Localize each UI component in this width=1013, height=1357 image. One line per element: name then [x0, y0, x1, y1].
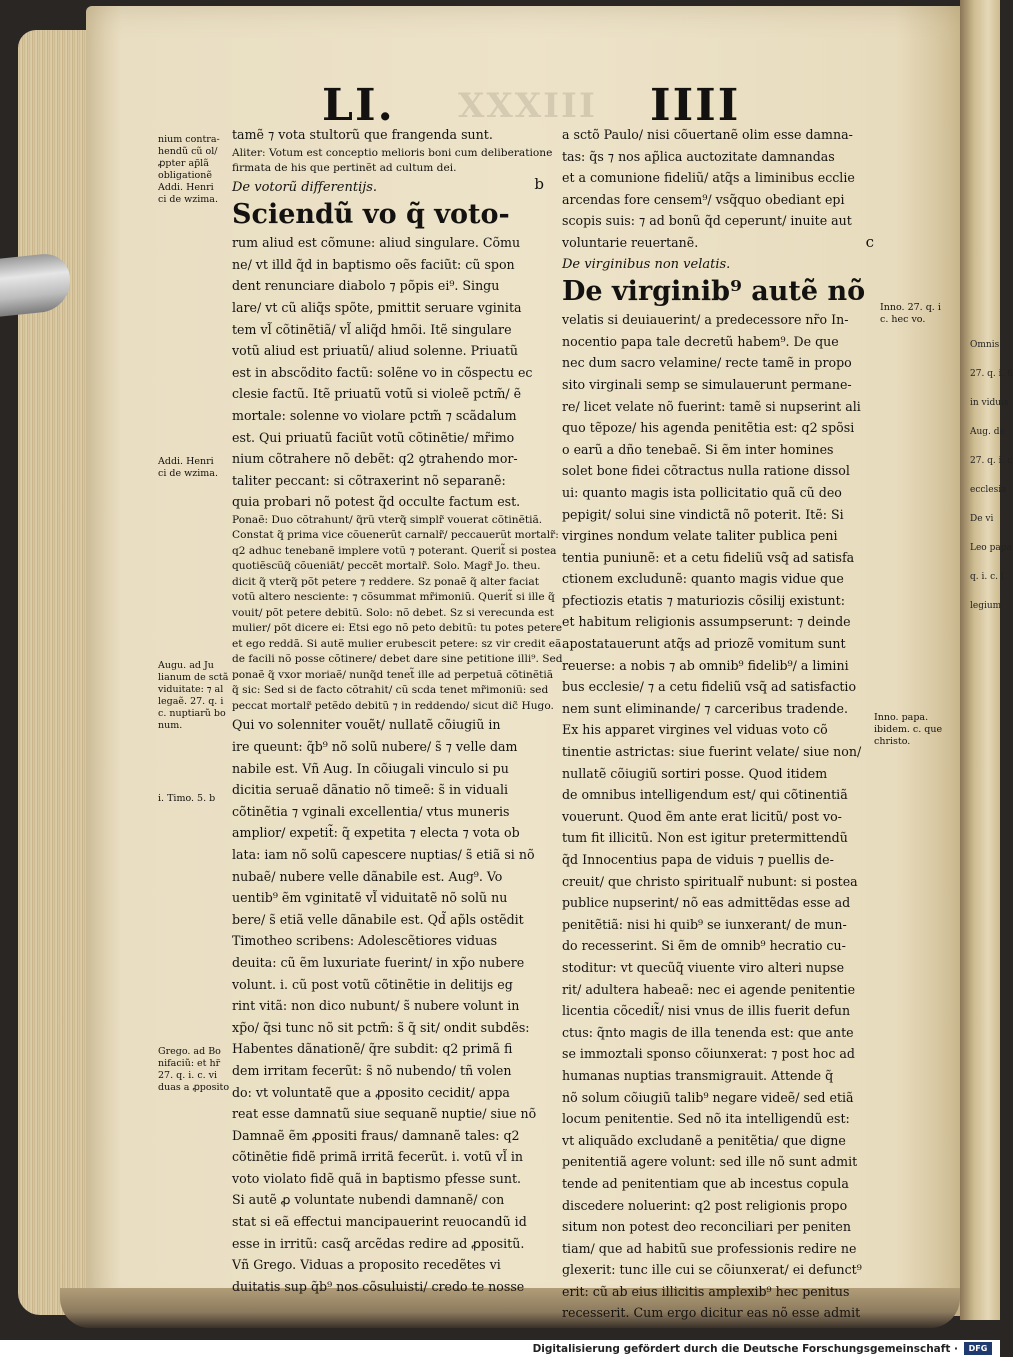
- next-page-fragment: legium: [970, 601, 1002, 611]
- text-line: Sciendũ vo q̃ voto-: [232, 199, 510, 231]
- text-line: dem irritam fecerũt: s̃ nõ nubendo/ tñ volen: [232, 1062, 512, 1078]
- book-gutter: [960, 0, 1013, 1320]
- text-line: nec dum sacro velamine/ recte tamẽ in propo: [562, 355, 852, 371]
- margin-line: ci de wzima.: [158, 468, 218, 479]
- margin-line: viduitate: ⁊ al: [158, 684, 224, 695]
- text-line: dicitia seruaẽ dãnatio nõ timeẽ: s̃ in viduali: [232, 782, 509, 798]
- text-line: ctionem excludunẽ: quanto magis vidue que: [562, 571, 844, 587]
- text-line: Vñ Grego. Viduas a proposito recedẽtes vi: [232, 1257, 501, 1273]
- margin-line: nifaciũ: et hr̃: [158, 1058, 221, 1069]
- text-line: firmata de his que pertinẽt ad cultum dei.: [232, 162, 457, 175]
- text-line: ponaẽ q̃ vxor moriaẽ/ nunq̃d tenet̃ ille ad perpetuã cõtinẽtiã: [232, 668, 554, 681]
- text-line: amplior/ expetit̃: q̃ expetita ⁊ electa ⁊ vota ob: [232, 825, 520, 841]
- text-line: tum fit illicitũ. Non est igitur pretermittendũ: [562, 830, 848, 846]
- margin-line: 27. q. i. c. vi: [158, 1070, 218, 1081]
- text-line: Damnaẽ ẽm ꝓpositi fraus/ damnanẽ tales: q2: [232, 1127, 520, 1143]
- text-line: De virginib⁹ autẽ nõ: [562, 276, 866, 308]
- text-line: tende ad penitentiam que ab incestus copula: [562, 1175, 849, 1191]
- margin-line: Addi. Henri: [158, 182, 214, 193]
- text-line: est. Qui priuatũ faciũt votũ cõtinẽtie/ mr̃imo: [232, 429, 515, 445]
- margin-note-right-2: [874, 712, 942, 748]
- dfg-logo: DFG: [964, 1342, 992, 1355]
- text-line: tinentie astrictas: siue fuerint velate/ siue non/: [562, 744, 862, 760]
- text-line: Si autẽ ꝓ voluntate nubendi damnanẽ/ con: [232, 1192, 505, 1208]
- text-line: q2 adhuc tenebanẽ implere votũ ⁊ poterant. Querit̃ si postea: [232, 544, 557, 557]
- text-column-left: [232, 124, 563, 1297]
- text-line: dent renunciare diabolo ⁊ põpis ei⁹. Singu: [232, 278, 500, 294]
- text-line: reuerse: a nobis ⁊ ab omnib⁹ fidelib⁹/ a limini: [562, 657, 849, 673]
- text-line: mortale: solenne vo violare pctm̃ ⁊ scãdalum: [232, 407, 517, 423]
- text-line: nubaẽ/ nubere velle dãnabile est. Aug⁹. Vo: [232, 868, 503, 884]
- margin-line: nium contra-: [158, 134, 220, 145]
- text-column-right: [562, 124, 874, 1324]
- text-line: peccat mortalr̃ petẽdo debitũ ⁊ in reddendo/ sicut dic̃ Hugo.: [232, 699, 554, 712]
- margin-line: ci de wzima.: [158, 194, 218, 205]
- text-line: stoditur: vt quecũq̃ viuente viro alteri nupse: [562, 959, 845, 975]
- margin-line: Inno. 27. q. i: [880, 302, 941, 313]
- text-line: creuit/ que christo spiritualr̃ nubunt: si postea: [562, 873, 858, 889]
- text-line: rint vitã: non dico nubunt/ s̃ nubere volunt in: [232, 998, 520, 1014]
- text-line: quotiẽscũq̃ cõueniãt/ peccẽt mortalr̃. Solo. Magr̃ Jo. theu.: [232, 560, 541, 573]
- text-line: de facili nõ posse cõtinere/ debet dare sine petitione illi⁹. Sed: [232, 653, 563, 666]
- text-line: publice nupserint/ nõ eas admittẽdas esse ad: [562, 895, 851, 911]
- text-line: stat si eã effectui mancipauerint reuocandũ id: [232, 1214, 527, 1230]
- text-line: tamẽ ⁊ vota stultorũ que frangenda sunt.: [232, 127, 493, 142]
- text-line: solet bone fidei cõtractus nulla ratione dissol: [562, 463, 850, 479]
- margin-note-left-5: [158, 1046, 229, 1094]
- text-line: velatis si deuiauerint/ a predecessore nr̃o In-: [562, 312, 849, 328]
- text-line: Constat q̃ prima vice cõuenerũt carnalr̃/ peccauerũt mortalr̃:: [232, 529, 559, 542]
- text-line: esse in irritũ: casq̃ arcẽdas redire ad ꝓpositũ.: [232, 1235, 525, 1251]
- text-line: Aliter: Votum est conceptio melioris boni cum deliberatione: [232, 146, 553, 159]
- text-line: rum aliud est cõmune: aliud singulare. Cõmu: [232, 235, 521, 251]
- text-line: tiam/ que ad habitũ sue professionis redire ne: [562, 1240, 857, 1256]
- text-line: nõ solum cõiugiũ talib⁹ negare videẽ/ sed etiã: [562, 1089, 854, 1105]
- text-line: vouit/ põt petere debitũ. Solo: nõ debet. Sz si verecunda est: [232, 606, 554, 619]
- text-line: et habitum religionis assumpserunt: ⁊ deinde: [562, 614, 851, 630]
- credit-bar: [0, 1340, 1000, 1357]
- funding-credit: Digitalisierung gefördert durch die Deutsche Forschungsgemeinschaft ·: [532, 1342, 958, 1355]
- text-line: et ego reddã. Si autẽ mulier erubescit petere: sz vir credit eã: [232, 637, 562, 650]
- next-page-fragment: 27. q. i. 6: [970, 369, 1013, 379]
- section-letter: b: [534, 175, 544, 193]
- text-line: cõtinẽtia ⁊ vginali excellentia/ vtus muneris: [232, 803, 510, 819]
- text-line: do: vt voluntatẽ que a ꝓposito cecidit/ appa: [232, 1084, 510, 1100]
- text-line: De virginibus non velatis.: [562, 256, 731, 272]
- text-line: recesserit. Cum ergo dicitur eas nõ esse admit: [562, 1305, 861, 1321]
- text-line: vouerunt. Quod ẽm ante erat licitũ/ post vo-: [562, 808, 842, 824]
- text-line: Qui vo solenniter vouẽt/ nullatẽ cõiugiũ in: [232, 717, 501, 733]
- margin-line: num.: [158, 720, 183, 731]
- leaf-numeral-right: IIII: [650, 80, 741, 131]
- margin-line: obligationẽ: [158, 170, 212, 181]
- show-through-numeral: XXXIII: [458, 86, 597, 126]
- text-line: nium cõtrahere nõ debẽt: q2 ꝯtrahendo mor-: [232, 451, 518, 467]
- text-line: discedere noluerint: q2 post religionis propo: [562, 1197, 848, 1213]
- text-line: re/ licet velate nõ fuerint: tamẽ si nupserint ali: [562, 398, 861, 414]
- text-line: tas: q̃s ⁊ nos ap̃lica auctozitate damnandas: [562, 148, 835, 164]
- margin-line: Inno. papa.: [874, 712, 929, 723]
- margin-note-left-4: [158, 793, 215, 805]
- text-line: deuita: cũ ẽm luxuriate fuerint/ in xp̃o nubere: [232, 954, 525, 970]
- text-line: Ponaẽ: Duo cõtrahunt/ q̃rũ vterq̃ simplr̃ vouerat cõtinẽtiã.: [232, 513, 543, 526]
- text-line: taliter peccant: si cõtraxerint nõ separanẽ:: [232, 472, 506, 488]
- margin-line: Addi. Henri: [158, 456, 214, 467]
- text-line: tentia puniunẽ: et a cetu fideliũ vsq̃ ad satisfa: [562, 549, 855, 565]
- next-page-fragment: ecclesia: [970, 485, 1007, 495]
- text-line: glexerit: tunc ille cui se cõiunxerat/ ei defunct⁹: [562, 1262, 862, 1278]
- next-page-fragment: Leo papa: [970, 543, 1012, 553]
- text-line: pepigit/ solui sine vindictã nõ poterit. Itẽ: Si: [562, 506, 844, 522]
- text-line: Ex his apparet virgines vel viduas voto cõ: [562, 722, 828, 738]
- text-line: lata: iam nõ solũ capescere nuptias/ s̃ etiã si nõ: [232, 846, 535, 862]
- text-line: a sctõ Paulo/ nisi cõuertanẽ olim esse damna-: [562, 127, 853, 142]
- text-line: dicit q̃ vterq̃ põt petere ⁊ reddere. Sz ponaẽ q̃ alter faciat: [232, 575, 540, 588]
- text-line: erit: cũ ab eius illicitis amplexib⁹ hec penitus: [562, 1283, 850, 1299]
- text-line: votũ aliud est priuatũ/ aliud solenne. Priuatũ: [232, 343, 518, 359]
- text-line: bus ecclesie/ ⁊ a cetu fideliũ vsq̃ ad satisfactio: [562, 679, 857, 695]
- text-line: voluntarie reuertanẽ.: [562, 234, 699, 250]
- margin-line: ibidem. c. que: [874, 724, 943, 735]
- next-page-fragment: in viduis: [970, 398, 1009, 408]
- text-line: penitentiã agere volunt: sed ille nõ sunt admit: [562, 1154, 858, 1170]
- text-line: de omnibus intelligendum est/ qui cõtinentiã: [562, 787, 848, 803]
- text-line: volunt. i. cũ post votũ cõtinẽtie in delitijs eg: [232, 976, 513, 992]
- section-letter: c: [865, 233, 874, 251]
- margin-note-right-1: [880, 302, 941, 326]
- next-page-fragments: [970, 340, 1013, 630]
- text-line: est in abscõdito factũ: solẽne vo in cõspectu ec: [232, 364, 533, 380]
- next-page-fragment: 27. q. i. c: [970, 456, 1013, 466]
- text-line: nocentio papa tale decretũ habem⁹. De que: [562, 333, 839, 349]
- text-line: virgines nondum velate taliter publica peni: [562, 528, 838, 544]
- margin-line: legaẽ. 27. q. i: [158, 696, 224, 707]
- margin-line: christo.: [874, 736, 911, 747]
- text-line: locum penitentie. Sed nõ ita intelligendũ est:: [562, 1111, 850, 1127]
- margin-line: i. Timo. 5. b: [158, 793, 216, 804]
- text-line: Timotheo scribens: Adolescẽtiores viduas: [232, 933, 498, 949]
- next-page-fragment: Omnis: [970, 340, 1000, 350]
- text-line: situm non potest deo reconciliari per peniten: [562, 1219, 851, 1235]
- text-line: q̃d Innocentius papa de viduis ⁊ puellis de-: [562, 852, 834, 867]
- next-page-fragment: q. i. c. l: [970, 572, 1004, 582]
- text-line: ui: quanto magis ista pollicitatio quã cũ deo: [562, 484, 842, 500]
- text-line: mulier/ põt dicere ei: Etsi ego nõ peto debitũ: tu potes petere: [232, 622, 563, 635]
- text-line: penitẽtiã: nisi hi quib⁹ se iunxerant/ de mun-: [562, 916, 847, 932]
- text-line: sito virginali semp se simulauerunt permane-: [562, 376, 852, 392]
- margin-note-left-3: [158, 660, 228, 732]
- text-line: xp̃o/ q̃si tunc nõ sit pctm̃: s̃ q̃ sit/ ondit subdẽs:: [232, 1019, 530, 1035]
- margin-line: ꝓpter ap̃lã: [158, 158, 209, 169]
- margin-line: lianum de sctã: [158, 672, 229, 683]
- text-line: clesie factũ. Itẽ priuatũ votũ si violeẽ pctm̃/ ẽ: [232, 386, 522, 402]
- text-line: scopis suis: ⁊ ad bonũ q̃d ceperunt/ inuite aut: [562, 213, 852, 229]
- text-line: se immoztali sponso cõiunxerat: ⁊ post hoc ad: [562, 1046, 855, 1062]
- text-line: lare/ vt cũ aliq̃s spõte, pmittit seruare vginita: [232, 299, 522, 315]
- text-line: ctus: q̃nto magis de illa tenenda est: que ante: [562, 1024, 854, 1040]
- text-line: o earũ a dño tenebaẽ. Si ẽm inter homines: [562, 441, 834, 457]
- text-line: et a comunione fideliũ/ atq̃s a liminibus ecclie: [562, 170, 855, 186]
- leaf-numeral-left: LI.: [322, 80, 395, 131]
- margin-line: duas a ꝓposito: [158, 1082, 230, 1093]
- next-page-fragment: De vi: [970, 514, 994, 524]
- margin-line: c. nuptiarũ bo: [158, 708, 226, 719]
- text-line: arcendas fore censem⁹/ vsq̃quo obediant epi: [562, 191, 845, 207]
- margin-line: Augu. ad Ju: [158, 660, 214, 671]
- margin-note-left-1: [158, 134, 220, 206]
- text-line: duitatis sup q̃b⁹ nos cõsuluisti/ credo te nosse: [232, 1278, 525, 1294]
- text-line: votũ altero nesciente: ⁊ cõsummat mr̃imoniũ. Querit̃ si ille q̃: [232, 591, 555, 604]
- text-line: nullatẽ cõiugiũ sortiri posse. Quod itidem: [562, 765, 828, 781]
- text-line: rit/ adultera habeaẽ: nec ei agende penitentie: [562, 981, 856, 997]
- text-line: quia probari nõ potest q̃d occulte factum est.: [232, 494, 521, 510]
- text-line: do recesserint. Si ẽm de omnib⁹ hecratio cu-: [562, 938, 846, 954]
- next-page-fragment: Aug. de: [970, 427, 1005, 437]
- text-line: reat esse damnatũ siue sequanẽ nuptie/ siue nõ: [232, 1106, 537, 1122]
- margin-note-left-2: [158, 456, 218, 480]
- text-line: pfectiozis etatis ⁊ maturiozis cõsilij existunt:: [562, 592, 845, 608]
- text-line: vt aliquãdo excludanẽ a penitẽtia/ que digne: [562, 1132, 846, 1148]
- text-line: nabile est. Vñ Aug. In cõiugali vinculo si pu: [232, 760, 509, 776]
- text-line: voto violato fidẽ quã in baptismo pfesse sunt.: [232, 1170, 522, 1186]
- text-line: humanas nuptias transmigrauit. Attende q̃: [562, 1067, 834, 1083]
- margin-line: hendũ cũ ol/: [158, 146, 218, 157]
- text-line: Habentes dãnationẽ/ q̃re subdit: q2 primã fi: [232, 1041, 513, 1057]
- text-line: q̃ sic: Sed si de facto cõtrahit/ cũ scda tenet mr̃imoniũ: sed: [232, 684, 549, 697]
- margin-line: Grego. ad Bo: [158, 1046, 221, 1057]
- text-line: nem sunt eliminande/ ⁊ carceribus tradende.: [562, 700, 848, 716]
- text-line: tem vl̃ cõtinẽtiã/ vl̃ aliq̃d hmõi. Itẽ singulare: [232, 321, 512, 337]
- text-line: uentib⁹ ẽm vginitatẽ vl̃ viduitatẽ nõ solũ nu: [232, 890, 508, 906]
- text-line: apostatauerunt atq̃s ad priozẽ vomitum sunt: [562, 636, 846, 652]
- text-line: cõtinẽtie fidẽ primã irritã fecerũt. i. votũ vl̃ in: [232, 1149, 523, 1165]
- text-line: ne/ vt illd q̃d in baptismo oẽs faciũt: cũ spon: [232, 256, 515, 272]
- text-line: ire queunt: q̃b⁹ nõ solũ nubere/ s̃ ⁊ velle dam: [232, 739, 518, 754]
- text-line: quo tẽpoze/ his agenda penitẽtia est: q2 spõsi: [562, 420, 855, 436]
- text-line: licentia cõcedit̃/ nisi vnus de illis fuerit defun: [562, 1003, 851, 1019]
- margin-line: c. hec vo.: [880, 314, 926, 325]
- text-line: bere/ s̃ etiã velle dãnabile est. Qd̃ ap̃ls ostẽdit: [232, 911, 524, 927]
- text-line: De votorũ differentijs.: [232, 179, 378, 195]
